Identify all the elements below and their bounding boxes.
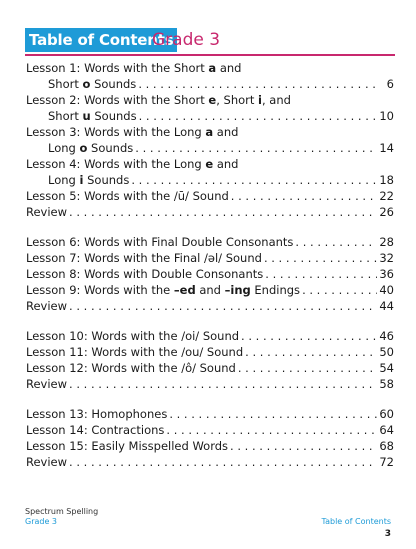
toc-page-number: 54 [379,361,394,375]
dot-leader [131,172,377,188]
toc-page-number: 6 [386,77,394,91]
entry-text: Endings [250,283,301,297]
toc-entry [26,454,394,470]
toc-page-number: 58 [379,377,394,391]
entry-text: Lesson 1: Words with the Short [26,61,209,75]
toc-entry [26,250,394,266]
dot-leader [231,188,378,204]
entry-text: , and [262,93,291,107]
bold-letter: o [82,77,91,91]
entry-text: , Short [216,93,259,107]
bold-letter: u [82,109,91,123]
entry-text: Lesson 2: Words with the Short [26,93,209,107]
toc-entry-title [26,188,229,204]
toc-entry [26,406,394,422]
dot-leader [69,376,377,392]
bold-letter: –ing [224,283,251,297]
toc-page-number: 14 [379,141,394,155]
toc-entry [26,172,394,188]
toc-page-number: 26 [379,205,394,219]
entry-text: Lesson 9: Words with the [26,283,174,297]
toc-page-number: 44 [379,299,394,313]
toc-entry-title [26,454,67,470]
toc-entry-title [26,422,164,438]
toc-page-number: 10 [379,109,394,123]
entry-text: Lesson 12: Words with the /ô/ Sound [26,361,236,375]
grade-title: Grade 3 [152,30,221,50]
header-divider [25,54,395,56]
toc-entry [26,376,394,392]
toc-entry [26,234,394,250]
dot-leader [139,108,378,124]
bold-letter: a [208,61,217,75]
section-gap [26,220,394,234]
section-gap [26,314,394,328]
dot-leader [302,282,377,298]
entry-text: Lesson 6: Words with Final Double Consonants [26,235,294,249]
dot-leader [138,76,378,92]
toc-entry [26,92,394,108]
entry-text: Lesson 11: Words with the /ou/ Sound [26,345,244,359]
toc-page-number: 46 [379,329,394,343]
dot-leader [230,438,377,454]
bold-letter: e [205,157,214,171]
entry-text: Review [26,455,68,469]
dot-leader [69,454,377,470]
entry-text: Lesson 4: Words with the Long [26,157,206,171]
footer-section: Table of Contents [321,517,391,526]
toc-entry [26,298,394,314]
bold-letter: e [208,93,217,107]
entry-text: Lesson 5: Words with the /ū/ Sound [26,189,229,203]
bold-letter: o [79,141,88,155]
bold-letter: –ed [173,283,196,297]
toc-entry [26,60,394,76]
toc-page-number: 32 [379,251,394,265]
toc-entry-title [26,76,136,92]
dot-leader [69,298,377,314]
toc-entry [26,188,394,204]
dot-leader [265,266,377,282]
toc-entry [26,156,394,172]
toc-entry-title [26,234,293,250]
footer-series [25,507,98,527]
section-gap [26,392,394,406]
toc-page-number: 28 [379,235,394,249]
toc-entry-title [26,172,129,188]
entry-text: and [195,283,225,297]
toc-page-number: 72 [379,455,394,469]
page-header [25,28,395,52]
entry-text: Review [26,377,68,391]
toc-entry [26,266,394,282]
toc-entry [26,344,394,360]
toc-entry-title [26,376,67,392]
toc-entry [26,76,394,92]
entry-text: Long [48,141,80,155]
dot-leader [241,328,377,344]
toc-entry-title [26,406,167,422]
table-of-contents [26,60,394,470]
toc-entry-title [26,266,263,282]
toc-entry-title [26,92,291,108]
toc-entry [26,124,394,140]
toc-entry-title [26,438,228,454]
entry-text: and [216,61,242,75]
entry-text: Lesson 8: Words with Double Consonants [26,267,264,281]
toc-page-number: 64 [379,423,394,437]
dot-leader [166,422,377,438]
toc-entry [26,438,394,454]
dot-leader [238,360,378,376]
toc-page-number: 22 [379,189,394,203]
entry-text: Short [48,77,83,91]
entry-text: and [213,125,239,139]
toc-entry-title [26,250,262,266]
dot-leader [169,406,377,422]
dot-leader [245,344,377,360]
toc-title-badge: Table of Contents [25,28,177,52]
toc-entry-title [26,140,133,156]
toc-entry-title [26,298,67,314]
toc-entry-title [26,328,239,344]
toc-page-number: 60 [379,407,394,421]
toc-page-number: 18 [379,173,394,187]
entry-text: Lesson 10: Words with the /oi/ Sound [26,329,240,343]
bold-letter: i [258,93,262,107]
toc-page-number: 68 [379,439,394,453]
toc-entry [26,140,394,156]
toc-entry [26,328,394,344]
entry-text: Sounds [90,77,137,91]
entry-text: Long [48,173,80,187]
toc-entry-title [26,344,243,360]
toc-page-number: 50 [379,345,394,359]
toc-entry-title [26,108,137,124]
entry-text: Review [26,299,68,313]
toc-entry-title [26,360,236,376]
entry-text: Lesson 3: Words with the Long [26,125,206,139]
toc-entry-title [26,60,241,76]
bold-letter: a [205,125,214,139]
footer-grade: Grade 3 [25,517,58,526]
toc-page-number: 40 [379,283,394,297]
dot-leader [264,250,377,266]
toc-entry-title [26,156,238,172]
entry-text: Sounds [83,173,130,187]
toc-entry [26,108,394,124]
toc-entry-title [26,204,67,220]
entry-text: Sounds [87,141,134,155]
entry-text: Lesson 7: Words with the Final /əl/ Sound [26,251,262,265]
toc-entry [26,422,394,438]
dot-leader [135,140,377,156]
toc-entry [26,204,394,220]
series-name: Spectrum Spelling [25,507,99,516]
page-number: 3 [384,529,391,539]
entry-text: Lesson 15: Easily Misspelled Words [26,439,229,453]
entry-text: Sounds [90,109,137,123]
toc-entry-title [26,282,300,298]
toc-entry [26,282,394,298]
toc-entry [26,360,394,376]
entry-text: Review [26,205,68,219]
toc-entry-title [26,124,238,140]
entry-text: Lesson 13: Homophones [26,407,168,421]
dot-leader [295,234,377,250]
dot-leader [69,204,377,220]
bold-letter: i [79,173,84,187]
entry-text: and [213,157,239,171]
entry-text: Lesson 14: Contractions [26,423,165,437]
toc-page-number: 36 [379,267,394,281]
entry-text: Short [48,109,83,123]
